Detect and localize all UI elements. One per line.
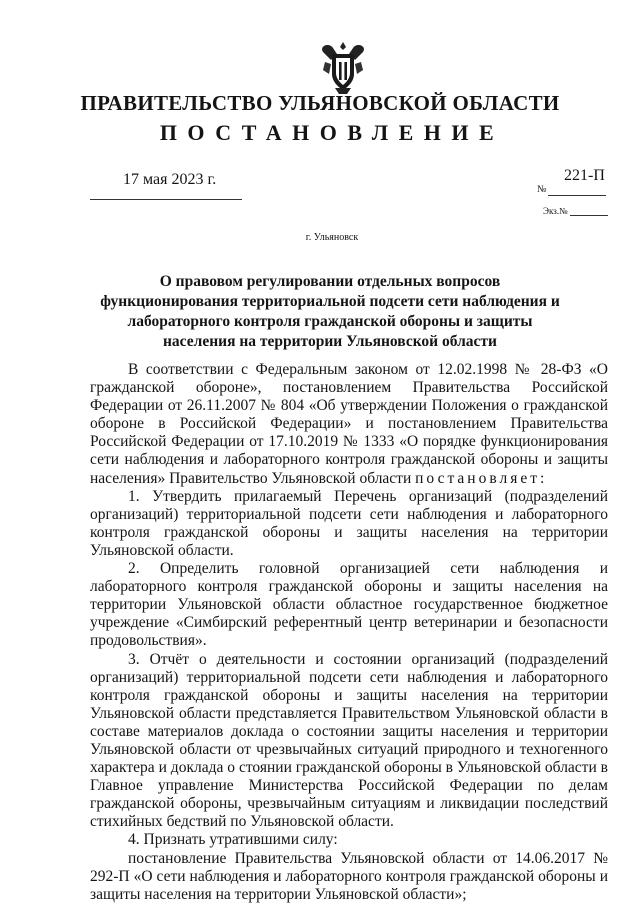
preamble-paragraph bbox=[90, 361, 608, 488]
repealed-act-paragraph: постановление Правительства Ульяновской области от 14.06.2017 № 292-П «О сети наблюдения и лабораторного контроля гражданской обороны и защиты населения на территории Ульяновской области»; bbox=[90, 849, 608, 903]
copy-number-label: Экз.№ bbox=[543, 206, 568, 216]
copy-number-underline bbox=[570, 215, 608, 216]
document-body bbox=[90, 361, 608, 904]
document-type: ПОСТАНОВЛЕНИЕ bbox=[159, 120, 505, 145]
item-paragraph-2: 2. Определить головной организацией сети наблюдения и лабораторного контроля гражданской обороны и защиты населения на территории Ульяновской области областное государственное бюджетное учреждение «Симбирский референтный центр ветеринарии и безопасности продовольствия». bbox=[90, 560, 608, 650]
number-underline bbox=[548, 195, 606, 196]
item-paragraph-3: 3. Отчёт о деятельности и состоянии организаций (подразделений организаций) территориальной подсети сети наблюдения и лабораторного контроля гражданской обороны и защиты населения на территории Ульяновской области представляется Правительством Ульяновской области в составе материалов доклада о состоянии защиты населения и территории Ульяновской области от чрезвычайных ситуаций природного и техногенного характера и доклада о стоянии гражданской обороны в Ульяновской области в Главное управление Министерства Российской Федерации по делам гражданской обороны, чрезвычайным ситуациям и ликвидации последствий стихийных бедствий по Ульяновской области. bbox=[90, 650, 608, 831]
resolves-word: постановляет: bbox=[415, 469, 548, 487]
city-name: г. Ульяновск bbox=[305, 232, 359, 243]
document-title: О правовом регулировании отдельных вопросов функционирования территориальной подсети сети наблюдения и лабораторного контроля гражданской обороны и защиты населения на территории Ульяновской области bbox=[100, 273, 560, 350]
document-number: 221-П bbox=[564, 167, 605, 184]
organization-name: ПРАВИТЕЛЬСТВО УЛЬЯНОВСКОЙ ОБЛАСТИ bbox=[80, 91, 560, 115]
document-date: 17 мая 2023 г. bbox=[123, 171, 217, 188]
date-underline bbox=[90, 199, 242, 200]
preamble-text: В соответствии с Федеральным законом от 12.02.1998 № 28-ФЗ «О гражданской обороне», постановлением Правительства Российской Федерации от 26.11.2007 № 804 «Об утверждении Положения о гражданской обороне в Российской Федерации» и постановлением Правительства Российской Федерации от 17.10.2019 № 1333 «О порядке функционирования сети наблюдения и лабораторного контроля гражданской обороны и защиты населения» Правительство Ульяновской области bbox=[90, 361, 608, 487]
item-paragraph-1: 1. Утвердить прилагаемый Перечень организаций (подразделений организаций) территориальной подсети сети наблюдения и лабораторного контроля гражданской обороны и защиты населения на территории Ульяновской области. bbox=[90, 487, 608, 559]
number-label: № bbox=[537, 184, 547, 195]
coat-of-arms-emblem bbox=[317, 40, 369, 96]
item-paragraph-4: 4. Признать утратившими силу: bbox=[128, 831, 338, 849]
